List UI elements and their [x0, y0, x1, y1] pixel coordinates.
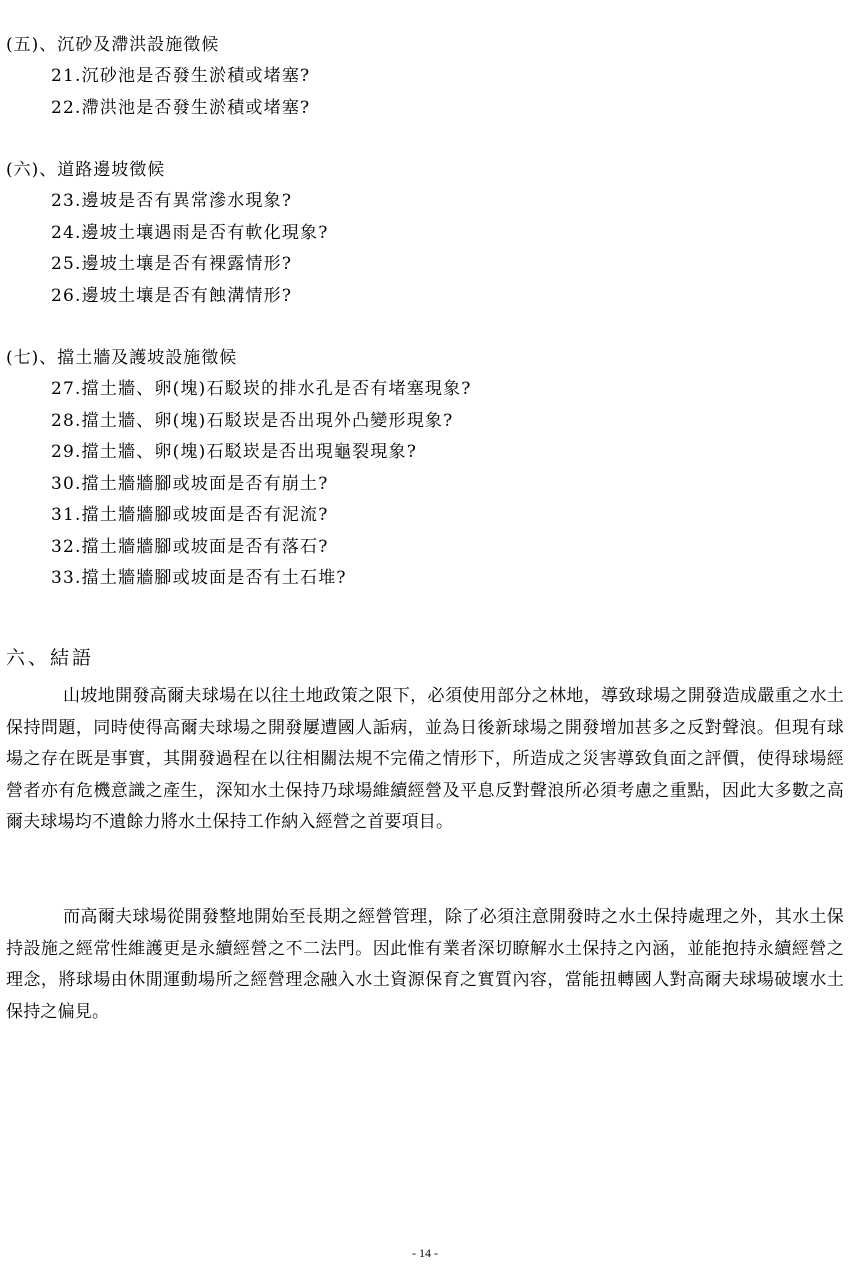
checklist-item-31: 31.擋土牆牆腳或坡面是否有泥流?	[51, 505, 329, 525]
checklist-item-26: 26.邊坡土壤是否有蝕溝情形?	[51, 286, 293, 306]
checklist-item-29: 29.擋土牆、卵(塊)石駁崁是否出現龜裂現象?	[51, 442, 418, 462]
conclusion-title: 六、結語	[6, 647, 95, 669]
section-heading-7: (七)、擋土牆及護坡設施徵候	[6, 348, 238, 368]
checklist-item-32: 32.擋土牆牆腳或坡面是否有落石?	[51, 537, 329, 557]
section-heading-5: (五)、沉砂及滯洪設施徵候	[6, 35, 220, 55]
checklist-item-28: 28.擋土牆、卵(塊)石駁崁是否出現外凸變形現象?	[51, 411, 454, 431]
checklist-item-27: 27.擋土牆、卵(塊)石駁崁的排水孔是否有堵塞現象?	[51, 379, 472, 399]
checklist-item-23: 23.邊坡是否有異常滲水現象?	[51, 191, 293, 211]
section-heading-6: (六)、道路邊坡徵候	[6, 160, 166, 180]
checklist-item-21: 21.沉砂池是否發生淤積或堵塞?	[51, 66, 311, 86]
checklist-item-30: 30.擋土牆牆腳或坡面是否有崩土?	[51, 474, 329, 494]
page-number: - 14 -	[412, 1246, 438, 1260]
checklist-item-22: 22.滯洪池是否發生淤積或堵塞?	[51, 98, 311, 118]
checklist-item-24: 24.邊坡土壤遇雨是否有軟化現象?	[51, 223, 329, 243]
checklist-item-25: 25.邊坡土壤是否有裸露情形?	[51, 254, 293, 274]
conclusion-paragraph-2: 而高爾夫球場從開發整地開始至長期之經營管理，除了必須注意開發時之水土保持處理之外，其水土保持設施之經常性維護更是永續經營之不二法門。因此惟有業者深切瞭解水土保持之內涵，並能抱持永續經營之理念，將球場由休閒運動場所之經營理念融入水土資源保育之實質內容，當能扭轉國人對高爾夫球場破壞水土保持之偏見。	[6, 907, 844, 1022]
checklist-item-33: 33.擋土牆牆腳或坡面是否有土石堆?	[51, 568, 347, 588]
conclusion-paragraph-1: 山坡地開發高爾夫球場在以往土地政策之限下，必須使用部分之林地，導致球場之開發造成嚴重之水土保持問題，同時使得高爾夫球場之開發屢遭國人詬病，並為日後新球場之開發增加甚多之反對聲浪。但現有球場之存在既是事實，其開發過程在以往相關法規不完備之情形下，所造成之災害導致負面之評價，使得球場經營者亦有危機意識之產生，深知水土保持乃球場維續經營及平息反對聲浪所必須考慮之重點，因此大多數之高爾夫球場均不遺餘力將水土保持工作納入經營之首要項目。	[6, 686, 844, 832]
